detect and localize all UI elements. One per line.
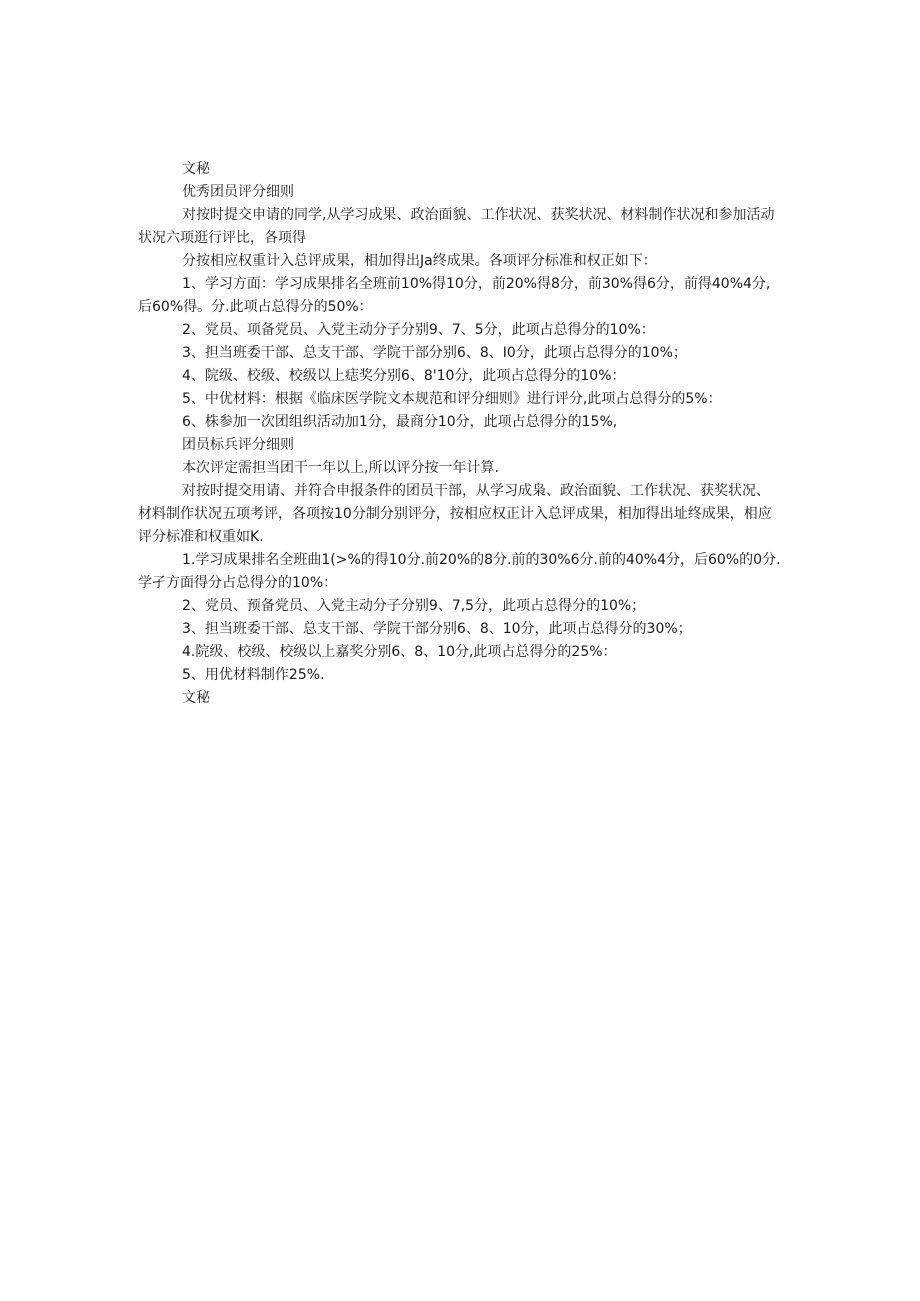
model-criterion-4: 4.院级、校级、校级以上嘉奖分别6、8、10分,此项占总得分的25%： <box>182 644 617 660</box>
criterion-2: 2、党员、项备党员、入党主动分子分别9、7、5分，此项占总得分的10%： <box>182 322 655 338</box>
section-title-excellent-member: 优秀团员评分细则 <box>182 184 294 200</box>
header-label: 文秘 <box>182 161 210 177</box>
criterion-5: 5、中优材料：根据《临床医学院文本规范和评分细则》进行评分,此项占总得分的5%： <box>182 391 722 407</box>
model-criterion-2: 2、党员、预备党员、入党主动分子分别9、7,5分，此项占总得分的10%； <box>182 598 646 614</box>
paragraph-model-intro: 对按时提交用请、并符合申报条件的团员干部，从学习成枭、政治面貌、工作状况、获奖状况、材料制作状况五项考评，各项按10分制分别评分，按相应权正计入总评成果，相加得出址终成果，相应评分标准和权重如K. <box>138 483 772 545</box>
paragraph-intro: 对按时提交申请的同学,从学习成果、政治面貌、工作状况、获奖状况、材料制作状况和参加活动状况六项逛行评比，各项得 <box>138 207 775 246</box>
criterion-4: 4、院级、校级、校级以上痣奖分别6、8'10分，此项占总得分的10%： <box>182 368 626 384</box>
model-criterion-1: 1.学习成果排名全班曲1(>%的得10分.前20%的8分.前的30%6分.前的40%4分，后60%的0分.学孑方面得分占总得分的10%： <box>138 552 781 591</box>
model-criterion-3: 3、担当班委干部、总支干部、学院干部分别6、8、10分，此项占总得分的30%； <box>182 621 692 637</box>
footer-label: 文秘 <box>182 690 210 706</box>
document-body <box>138 158 782 710</box>
paragraph-intro-continued: 分按相应权重计入总评成果，相加得出Ja终成果。各项评分标准和权正如下： <box>182 253 657 269</box>
paragraph-note: 本次评定需担当团干一年以上,所以评分按一年计算. <box>182 460 499 476</box>
criterion-3: 3、担当班委干部、总支干部、学院干部分别6、8、I0分，此项占总得分的10%； <box>182 345 687 361</box>
criterion-6: 6、株参加一次团组织活动加1分，最商分10分，此项占总得分的15%, <box>182 414 618 430</box>
model-criterion-5: 5、用优材料制作25%. <box>182 667 325 683</box>
criterion-1: 1、学习方面：学习成果排名全班前10%得10分，前20%得8分，前30%得6分，前得40%4分,后60%得。分.此项占总得分的50%： <box>138 276 771 315</box>
section-title-model-member: 团员标兵评分细则 <box>182 437 294 453</box>
